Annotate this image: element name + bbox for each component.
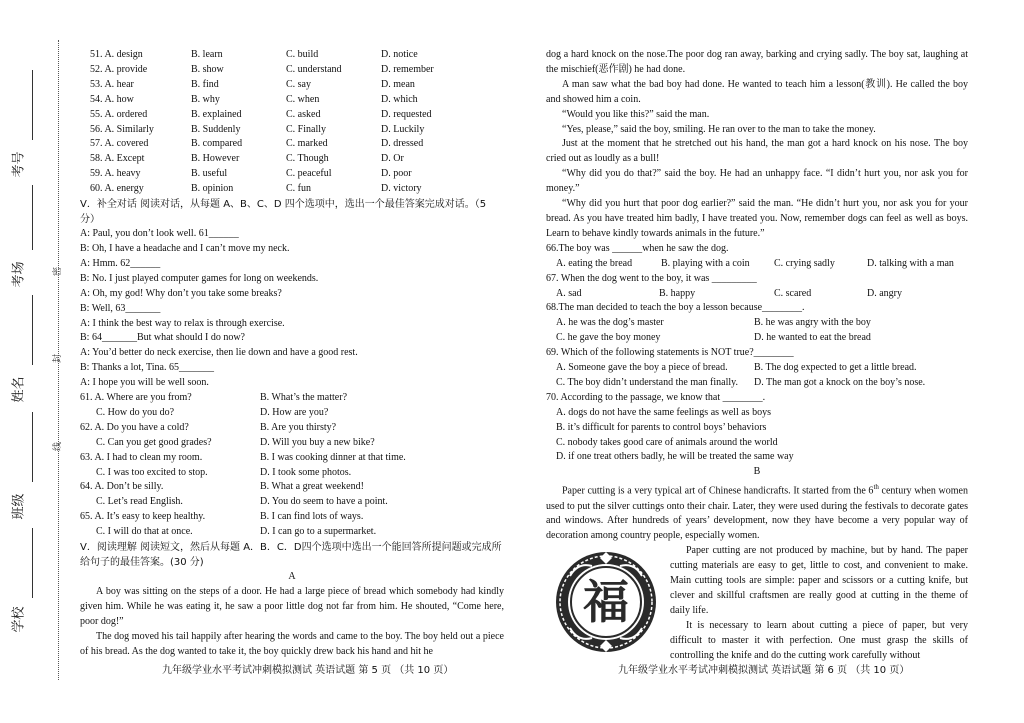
page-footer-left: 九年级学业水平考试冲刺模拟测试 英语试题 第 5 页 （共 10 页） bbox=[162, 665, 454, 676]
question-70-option: C. nobody takes good care of animals around the world bbox=[556, 436, 778, 448]
passage-a-label: A bbox=[288, 571, 296, 583]
dialogue-line: A: You’d better do neck exercise, then lie down and have a good rest. bbox=[80, 347, 358, 359]
dialogue-line: A: I hope you will be well soon. bbox=[80, 377, 209, 389]
school-line bbox=[32, 528, 33, 598]
dialogue bbox=[80, 227, 504, 391]
dialogue-line: A: Hmm. 62______ bbox=[80, 257, 161, 269]
dialogue-line: B: Thanks a lot, Tina. 65_______ bbox=[80, 362, 214, 374]
choice-row: 60. A. energy B. opinion C. fun D. victory bbox=[90, 183, 422, 195]
passage-a-paragraph: “Why did you hurt that poor dog earlier?” said the man. “He didn’t hurt you, nor ask you for your bread. As you have treated him badly, I have treated you. Now, remember dogs can feel as well as boys. Learn to behave kindly towards animals in the future.” bbox=[546, 198, 968, 239]
choice-row: 56. A. Similarly B. Suddenly C. Finally D. Luckily bbox=[90, 123, 425, 135]
passage-a-paragraph: A boy was sitting on the steps of a door. He had a large piece of bread which somebody had kindly given him. While he was eating it, he saw a poor little dog not far from him. He shouted, “Come here, poor dog!” bbox=[80, 586, 504, 627]
choice-row: 54. A. how B. why C. when D. which bbox=[90, 93, 418, 105]
option-row: 63. A. I had to clean my room. B. I was cooking dinner at that time. bbox=[80, 451, 406, 463]
passage-a-paragraph: A man saw what the bad boy had done. He wanted to teach him a lesson(教训). He called the boy and showed him a coin. bbox=[546, 78, 968, 105]
passage-b-paragraph: Paper cutting are not produced by machine, but by hand. The paper cutting materials are easy to get, little to cost, and convenient to make. Main cutting tools are simple: paper and scissors or a cutting knife, but clever and skillful craftsmen are really good at cutting in the theme of daily life. bbox=[670, 545, 968, 616]
seal-word-xian: 线 bbox=[53, 441, 64, 452]
seal-word-feng: 封 bbox=[53, 353, 64, 364]
option-row: C. How do you do? D. How are you? bbox=[96, 406, 329, 418]
passage-a-paragraph: The dog moved his tail happily after hearing the words and came to the boy. The boy held out a piece of his bread. As the dog wanted to take it, the boy quickly drew back his hand and hit he bbox=[80, 630, 504, 657]
option-row: C. I was too excited to stop. D. I took some photos. bbox=[96, 466, 352, 478]
class-line bbox=[32, 412, 33, 482]
choice-row: 55. A. ordered B. explained C. asked D. requested bbox=[90, 108, 432, 120]
class-label: 班级 bbox=[11, 493, 27, 520]
school-label: 学校 bbox=[11, 606, 27, 633]
exam-number-label: 考号 bbox=[11, 151, 27, 178]
choice-row: 58. A. Except B. However C. Though D. Or bbox=[90, 153, 404, 165]
cloze-choices bbox=[80, 48, 504, 197]
dialogue-line: B: No. I just played computer games for long on weekends. bbox=[80, 272, 319, 284]
option-row: 65. A. It’s easy to keep healthy. B. I can find lots of ways. bbox=[80, 511, 364, 523]
option-row: 61. A. Where are you from? B. What’s the matter? bbox=[80, 392, 348, 404]
dialogue-line: B: Oh, I have a headache and I can’t move my neck. bbox=[80, 242, 290, 254]
passage-a-paragraph: “Why did you do that?” said the boy. He had an unhappy face. “I didn’t hurt you, nor ask you for money.” bbox=[546, 168, 968, 195]
right-page bbox=[546, 48, 968, 663]
page-footer-right: 九年级学业水平考试冲刺模拟测试 英语试题 第 6 页 （共 10 页） bbox=[618, 665, 910, 676]
question-67-options: A. sad B. happy C. scared D. angry bbox=[556, 287, 902, 299]
name-label: 姓名 bbox=[11, 376, 27, 403]
question-66: 66.The boy was ______when he saw the dog. bbox=[546, 242, 729, 254]
passage-b-paragraph: It is necessary to learn about cutting a piece of paper, but very difficult to master it with perfection. One must grasp the skills of controlling the knife and do the cutting work carefully without bbox=[670, 619, 968, 661]
exam-room-label: 考场 bbox=[11, 261, 27, 288]
passage-b-paragraph: Paper cutting is a very typical art of Chinese handicrafts. It started from the 6th century when women used to put the silver cuttings onto their chair. Later, they were used during the festivals to decorate gates and windows. After hundreds of years’ development, now they have become a very popular way of decoration among country people, especially women. bbox=[546, 483, 968, 542]
binding-margin bbox=[0, 0, 70, 723]
question-70: 70. According to the passage, we know that ________. bbox=[546, 391, 766, 403]
question-69-options: A. Someone gave the boy a piece of bread. B. The dog expected to get a little bread. bbox=[556, 362, 917, 374]
svg-text:福: 福 bbox=[583, 575, 629, 630]
dialogue-line: A: Paul, you don’t look well. 61______ bbox=[80, 228, 239, 240]
option-row: C. I will do that at once. D. I can go to a supermarket. bbox=[96, 526, 377, 538]
dialogue-line: A: I think the best way to relax is through exercise. bbox=[80, 317, 285, 329]
question-70-option: D. if one treat others badly, he will be treated the same way bbox=[556, 451, 794, 463]
name-line bbox=[32, 295, 33, 365]
choice-row: 51. A. design B. learn C. build D. notice bbox=[90, 49, 418, 60]
question-68: 68.The man decided to teach the boy a lesson because________. bbox=[546, 302, 805, 314]
paper-cutting-image bbox=[550, 546, 662, 656]
dialogue-line: B: Well, 63_______ bbox=[80, 302, 161, 314]
section-vi-title: V．阅读理解 阅读短文，然后从每题 A．B．C．D四个选项中选出一个能回答所提问题或完成所给句子的最佳答案。(30 分) bbox=[80, 542, 502, 569]
question-69-options: C. The boy didn’t understand the man finally. D. The man got a knock on the boy’s nose. bbox=[556, 376, 926, 388]
dialogue-line: A: Oh, my god! Why don’t you take some breaks? bbox=[80, 287, 282, 299]
question-68-options: A. he was the dog’s master B. he was angry with the boy bbox=[556, 317, 871, 329]
option-row: C. Let’s read English. D. You do seem to have a point. bbox=[96, 496, 388, 508]
left-page bbox=[80, 48, 504, 660]
dialogue-options bbox=[80, 391, 504, 540]
question-67: 67. When the dog went to the boy, it was _________ bbox=[546, 272, 757, 284]
choice-row: 52. A. provide B. show C. understand D. remember bbox=[90, 63, 434, 75]
question-68-options: C. he gave the boy money D. he wanted to eat the bread bbox=[556, 332, 871, 344]
question-70-option: A. dogs do not have the same feelings as well as boys bbox=[556, 406, 771, 418]
option-row: 64. A. Don’t be silly. B. What a great weekend! bbox=[80, 481, 364, 493]
passage-a-paragraph: “Yes, please,” said the boy, smiling. He ran over to the man to take the money. bbox=[562, 123, 876, 135]
exam-room-line bbox=[32, 185, 33, 250]
passage-b-label: B bbox=[753, 466, 761, 478]
passage-a-paragraph: dog a hard knock on the nose.The poor dog ran away, barking and crying sadly. The boy sat, laughing at the mischief(恶作剧) he had done. bbox=[546, 49, 968, 75]
seal-word-mi: 密 bbox=[53, 266, 64, 277]
passage-a-paragraph: “Would you like this?” said the man. bbox=[562, 108, 710, 120]
question-66-options: A. eating the bread B. playing with a coin C. crying sadly D. talking with a man bbox=[556, 257, 954, 269]
option-row: 62. A. Do you have a cold? B. Are you thirsty? bbox=[80, 421, 337, 433]
exam-number-line bbox=[32, 70, 33, 140]
choice-row: 59. A. heavy B. useful C. peaceful D. poor bbox=[90, 168, 412, 180]
section-v-title: V．补全对话 阅读对话，从每题 A、B、C、D 四个选项中，选出一个最佳答案完成对话。（5 分） bbox=[80, 199, 487, 226]
question-70-option: B. it’s difficult for parents to control boys’ behaviors bbox=[556, 421, 767, 433]
choice-row: 57. A. covered B. compared C. marked D. dressed bbox=[90, 138, 424, 150]
question-69: 69. Which of the following statements is NOT true?________ bbox=[546, 347, 794, 359]
dialogue-line: B: 64_______But what should I do now? bbox=[80, 332, 245, 344]
choice-row: 53. A. hear B. find C. say D. mean bbox=[90, 78, 415, 90]
passage-a-paragraph: Just at the moment that he stretched out his hand, the man got a hard knock on his nose. The boy cried out as loudly as a bull! bbox=[546, 138, 968, 165]
option-row: C. Can you get good grades? D. Will you buy a new bike? bbox=[96, 436, 375, 448]
